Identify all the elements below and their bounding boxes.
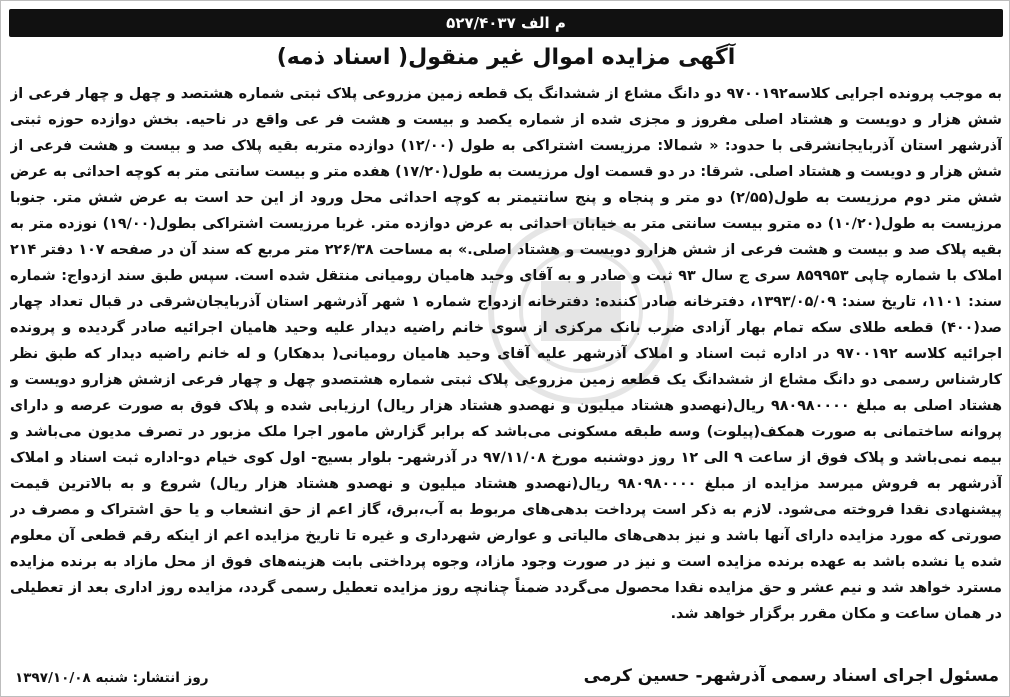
notice-code-bar	[9, 9, 1003, 37]
notice-footer	[9, 661, 1003, 691]
notice-title: آگهی مزایده اموال غیر منقول( اسناد ذمه)	[276, 45, 736, 70]
publication-date: روز انتشار: شنبه ۱۳۹۷/۱۰/۰۸	[15, 670, 209, 686]
notice-code: م الف ۵۲۷/۴۰۳۷	[446, 14, 566, 32]
notice-body: به موجب پرونده اجرایی کلاسه۹۷۰۰۱۹۲ دو دانگ مشاع از ششدانگ یک قطعه زمین مزروعی پلاک ثبتی شماره هشتصد و چهل و چهار فرعی از شش هزار و دویست و هشتاد اصلی مفروز و مجزی شده از شماره یکصد و بیست و هشت فر عی واقع در ناحیه. بخش دوازده حوزه ثبتی آذرشهر استان آذربایجانشرقی با حدود: « شمالا: مرزیست اشتراکی به طول (۱۲/۰۰) دوازده متربه بقیه پلاک صد و بیست و هشت فرعی از شش هزار و دویست و هشتاد اصلی. شرقا: در دو قسمت اول مرزیست به طول(۱۷/۲۰) هفده متر و بیست سانتی متر به کوچه احداثی به عرض شش متر دوم مرزیست به طول(۲/۵۵) دو متر و پنجاه و پنج سانتیمتر به کوچه احداثی محل ورود از این حد است به عرض شش متر. جنوبا مرزیست به طول(۱۰/۲۰) ده مترو بیست سانتی متر به خیابان احداثی به عرض دوازده متر. غربا مرزیست اشتراکی بطول(۱۹/۰۰) نوزده متر به بقیه پلاک صد و بیست و هشت فرعی از شش هزارو دویست و هشتاد اصلی.» به مساحت ۲۲۶/۳۸ متر مربع که سند آن در صفحه ۱۰۷ دفتر ۲۱۴ املاک با شماره چاپی ۸۵۹۹۵۳ سری ج سال ۹۳ ثبت و صادر و به آقای وحید هامیان رومیانی منتقل شده است. سپس طبق سند ازدواج: شماره سند: ۱۱۰۱، تاریخ سند: ۱۳۹۳/۰۵/۰۹، دفترخانه صادر کننده: دفترخانه ازدواج شماره ۱ شهر آذرشهر استان آذربایجان‌شرقی در قبال تعداد چهار صد(۴۰۰) قطعه طلای سکه تمام بهار آزادی ضرب بانک مرکزی از سوی خانم راضیه دیدار علیه وحید هامیان اجرائیه صادر گردیده و پرونده اجرائیه کلاسه ۹۷۰۰۱۹۲ در اداره ثبت اسناد و املاک آذرشهر علیه آقای وحید هامیان رومیانی( بدهکار) و له خانم راضیه دیدار که طبق نظر کارشناس رسمی دو دانگ مشاع از ششدانگ یک قطعه زمین مزروعی پلاک ثبتی شماره هشتصدو چهل و چهار فرعی ازشش هزارو دویست و هشتاد اصلی به مبلغ ۹۸۰۹۸۰۰۰۰ ریال(نهصدو هشتاد میلیون و نهصدو هشتاد هزار ریال) ارزیابی شده و پلاک فوق به صورت عرصه و دارای پروانه ساختمانی به صورت همکف(پیلوت) وسه طبقه مسکونی می‌باشد که برابر گزارش مامور اجرا ملک مزبور در تصرف مدیون می‌باشد و بیمه نمی‌باشد و پلاک فوق از ساعت ۹ الی ۱۲ روز دوشنبه مورخ ۹۷/۱۱/۰۸ در آذرشهر- بلوار بسیج- اول کوی خیام دو-اداره ثبت اسناد و املاک آذرشهر به فروش میرسد مزایده از مبلغ ۹۸۰۹۸۰۰۰۰ ریال(نهصدو هشتاد میلیون و نهصدو هشتاد هزار ریال) شروع و به بالاترین قیمت پیشنهادی نقدا فروخته می‌شود. لازم به ذکر است پرداخت بدهی‌های مربوط به آب،برق، گاز اعم از حق انشعاب و یا حق اشتراک و مصرف در صورتی که مورد مزایده دارای آنها باشد و نیز بدهی‌های مالیاتی و عوارض شهرداری و غیره تا تاریخ مزایده اعم از اینکه رقم قطعی آن معلوم شده یا نشده باشد به عهده برنده مزایده است و نیز در صورت وجود مازاد، وجوه پرداختی بابت هزینه‌های فوق از محل مازاد به برنده مزایده مسترد خواهد شد و نیم عشر و حق مزایده نقدا محصول می‌گردد ضمناً چنانچه روز مزایده تعطیل رسمی گردد، مزایده روز اداری بعد از تعطیلی در همان ساعت و مکان مقرر برگزار خواهد شد.	[10, 86, 1002, 622]
signatory: مسئول اجرای اسناد رسمی آذرشهر- حسین کرمی	[583, 666, 999, 686]
